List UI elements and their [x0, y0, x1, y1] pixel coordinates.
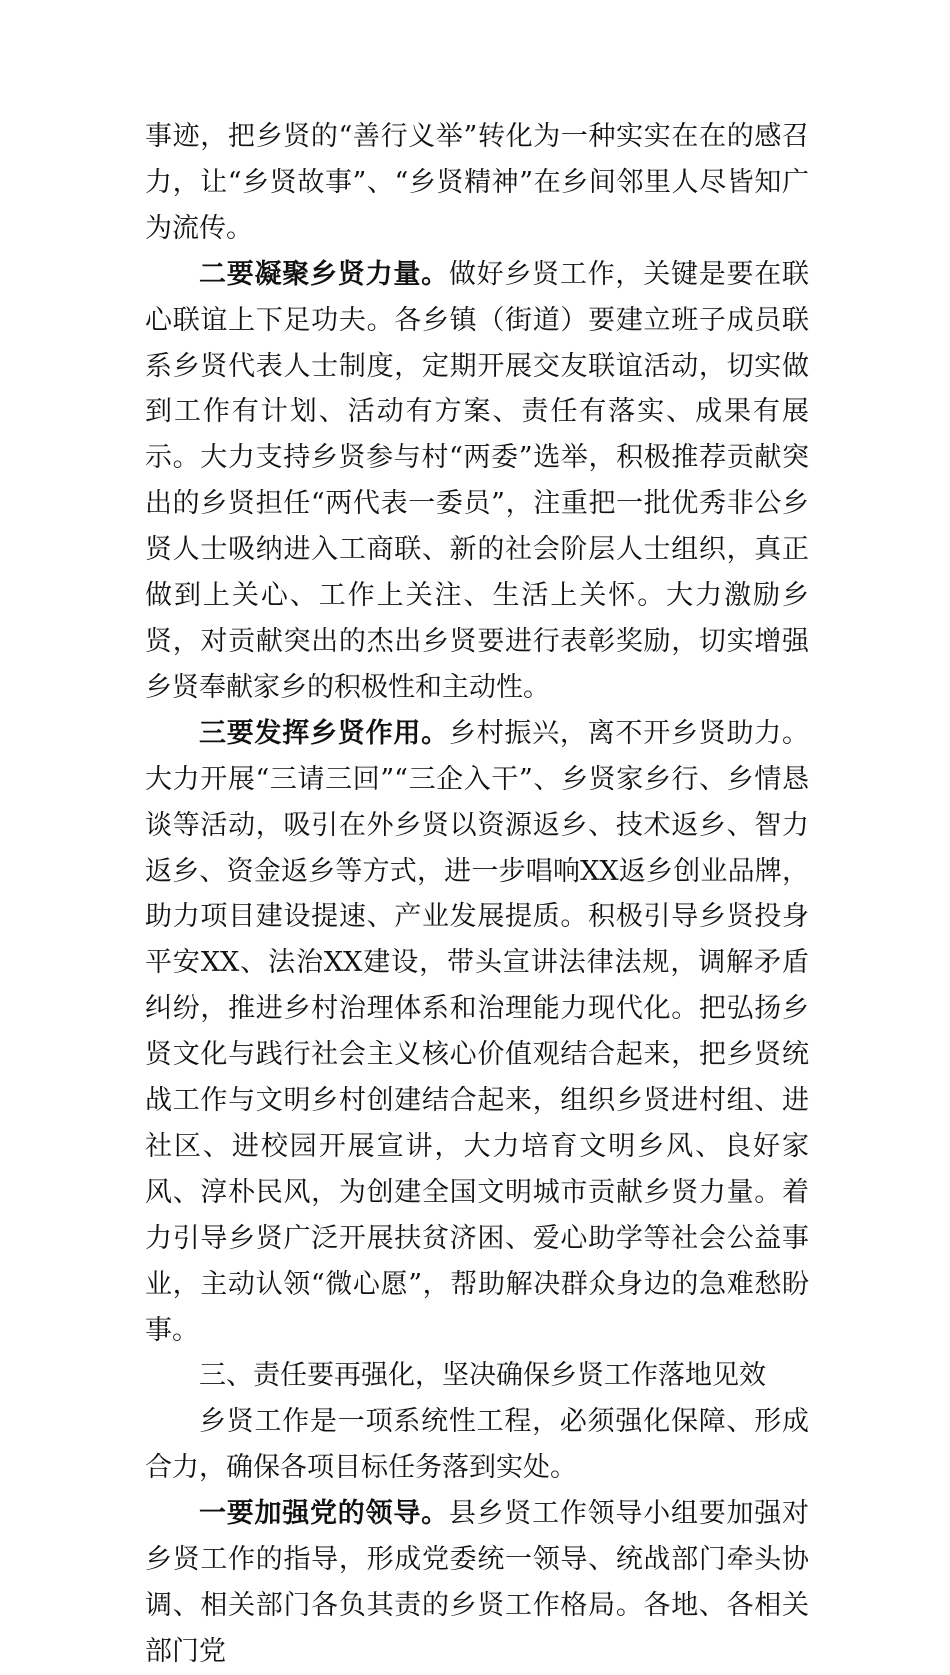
paragraph-continuation [145, 114, 809, 252]
paragraph-lead: 一要加强党的领导。 [199, 1498, 449, 1530]
section-intro: 乡贤工作是一项系统性工程，必须强化保障、形成合力，确保各项目标任务落到实处。 [145, 1406, 809, 1484]
document-body [145, 114, 809, 1675]
paragraph-text: 乡村振兴，离不开乡贤助力。大力开展“三请三回”“三企入干”、乡贤家乡行、乡情恳谈等活动，吸引在外乡贤以资源返乡、技术返乡、智力返乡、资金返乡等方式，进一步唱响XX返乡创业品牌，助力项目建设提速、产业发展提质。积极引导乡贤投身平安XX、法治XX建设，带头宣讲法律法规，调解矛盾纠纷，推进乡村治理体系和治理能力现代化。把弘扬乡贤文化与践行社会主义核心价值观结合起来，把乡贤统战工作与文明乡村创建结合起来，组织乡贤进村组、进社区、进校园开展宣讲，大力培育文明乡风、良好家风、淳朴民风，为创建全国文明城市贡献乡贤力量。着力引导乡贤广泛开展扶贫济困、爱心助学等社会公益事业，主动认领“微心愿”，帮助解决群众身边的急难愁盼事。 [145, 717, 810, 1346]
paragraph-party-leadership [145, 1491, 809, 1675]
paragraph-lead: 二要凝聚乡贤力量。 [199, 258, 449, 290]
paragraph-text: 事迹，把乡贤的“善行义举”转化为一种实实在在的感召力，让“乡贤故事”、“乡贤精神”在乡间邻里人尽皆知广为流传。 [145, 121, 809, 244]
paragraph-unite-talent [145, 252, 809, 711]
section-heading: 三、责任要再强化，坚决确保乡贤工作落地见效 [199, 1360, 766, 1392]
paragraph-leverage-talent [145, 711, 809, 1354]
paragraph-text: 县乡贤工作领导小组要加强对乡贤工作的指导，形成党委统一领导、统战部门牵头协调、相关部门各负其责的乡贤工作格局。各地、各相关部门党 [145, 1498, 810, 1667]
paragraph-text: 做好乡贤工作，关键是要在联心联谊上下足功夫。各乡镇（街道）要建立班子成员联系乡贤代表人士制度，定期开展交友联谊活动，切实做到工作有计划、活动有方案、责任有落实、成果有展示。大力支持乡贤参与村“两委”选举，积极推荐贡献突出的乡贤担任“两代表一委员”，注重把一批优秀非公乡贤人士吸纳进入工商联、新的社会阶层人士组织，真正做到上关心、工作上关注、生活上关怀。大力激励乡贤，对贡献突出的杰出乡贤要进行表彰奖励，切实增强乡贤奉献家乡的积极性和主动性。 [145, 258, 810, 703]
paragraph-lead: 三要发挥乡贤作用。 [199, 717, 449, 749]
